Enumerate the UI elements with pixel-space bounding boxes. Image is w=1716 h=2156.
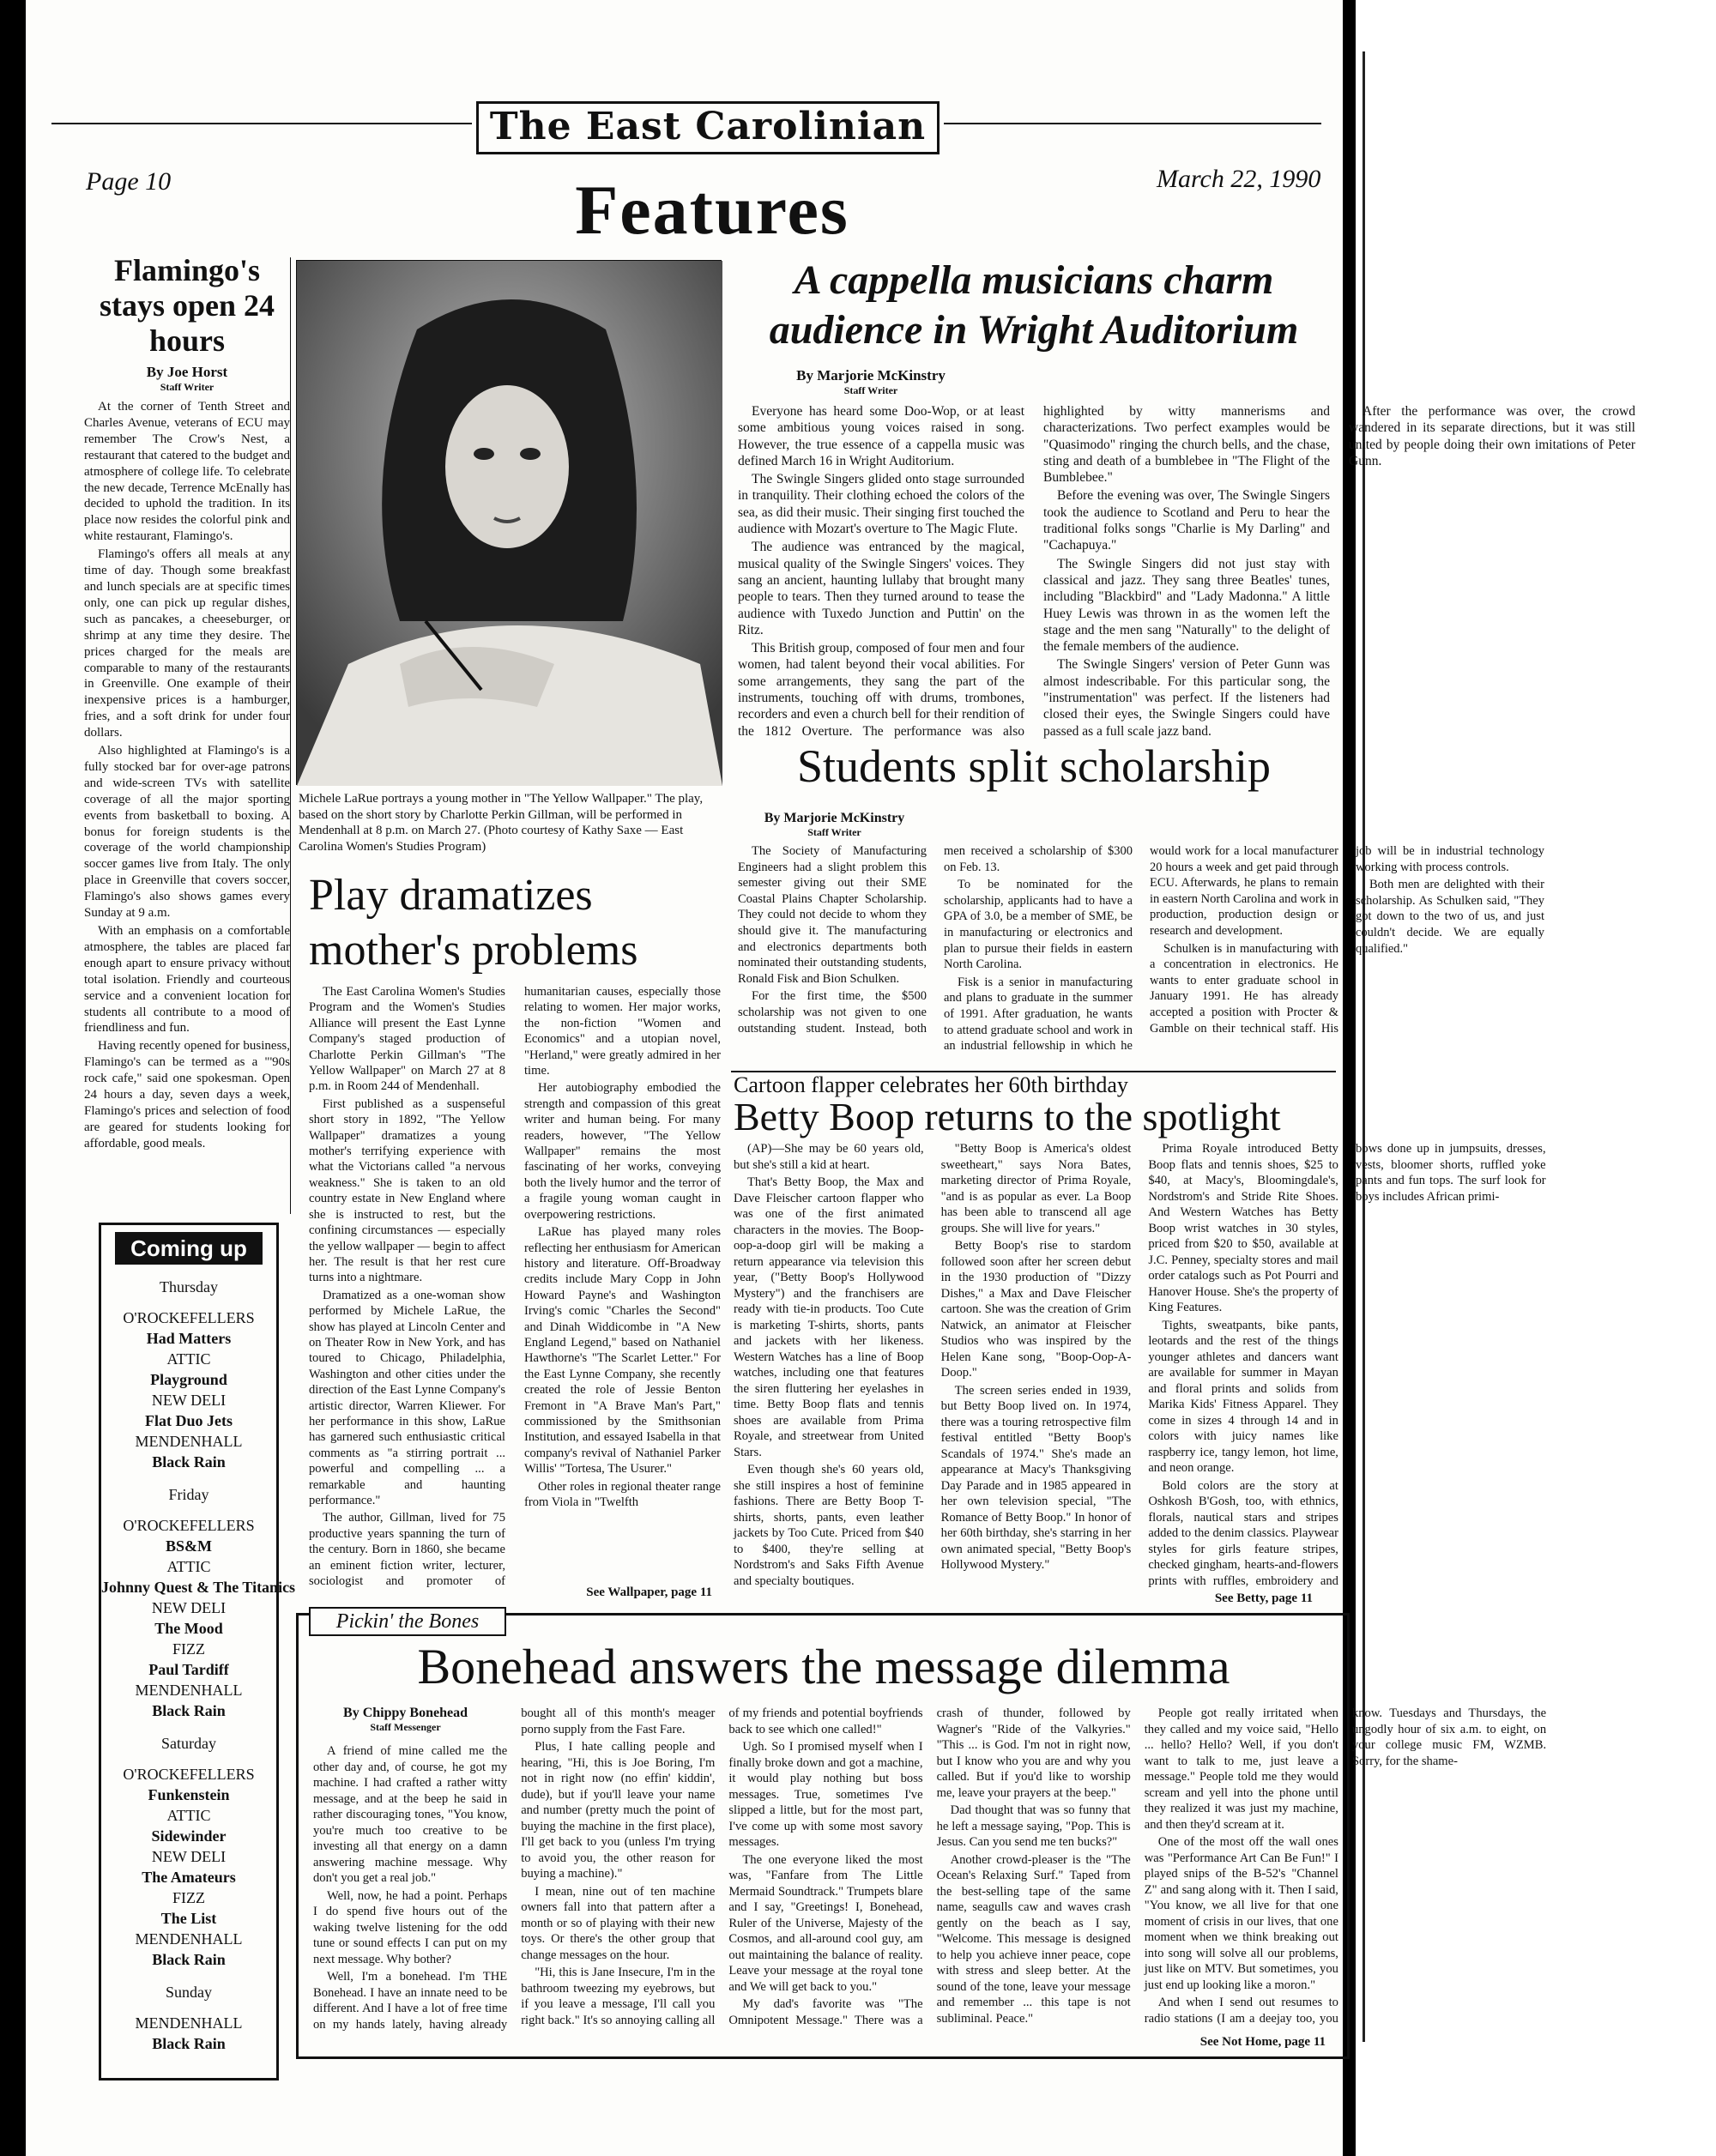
- coming-up-venue: MENDENHALL: [135, 1433, 243, 1450]
- bones-byline: By Chippy Bonehead: [343, 1706, 468, 1720]
- cappella-headline: A cappella musicians charm audience in Wright Auditorium: [769, 257, 1299, 353]
- paragraph: Betty Boop's rise to stardom followed soon after her screen debut in the 1930 production of "Dizzy Dishes," a Max and Dave Fleischer cartoon. She was the creation of Grim Natwick, an animator at Fleischer Studios who was inspired by the Helen Kane song, "Boop-Oop-A-Doop.": [940, 1239, 1132, 1380]
- paragraph: The one everyone liked the most was, "Fanfare from The Little Mermaid Soundtrack." Trumpets blare and I say, "Greetings! I, Bonehead, Ruler of the Universe, Majesty of the Cosmos, and all-around cool guy, am out maintaining the balance of reality. Leave your message at the royal tone and We will get back to you.": [728, 1852, 923, 1994]
- coming-up-venue: NEW DELI: [151, 1392, 227, 1409]
- flamingo-article: [84, 253, 290, 1154]
- coming-up-band: Funkenstein: [148, 1786, 230, 1803]
- paragraph: Schulken is in manufacturing with a concentration in electronics. He wants to enter graduate school in January 1991. He has already accepted a position with Procter & Gamble on their technical staff. His job will be in industrial technology working with process controls.: [1150, 844, 1544, 1036]
- coming-up-venue: MENDENHALL: [135, 1682, 243, 1699]
- coming-up-day: Friday: [168, 1486, 209, 1503]
- paragraph: One of the most off the wall ones was "Performance Art Can Be Fun!" I played snips of the B-52's "Channel Z" and sang along with it. Then I said, "You know, we all live for that one moment of crisis in our lives, that one moment when we think breaking out into song will solve all our problems, just like on MTV. But sometimes, you just end up looking like a moron.": [1144, 1835, 1338, 1992]
- paragraph: And when I send out resumes to radio stations (I am a deejay too, you know. Tuesdays and Thursdays, the ungodly hour of six a.m. to eight, on your college music FM, WZMB. Sorry, for the shame-: [1144, 1706, 1547, 2026]
- paragraph: Even though she's 60 years old, she still inspires a host of feminine fashions. There are Betty Boop T-shirts, shorts, pants, even leather jackets by Too Cute. Priced from $40 to $400, they're selling at Nordstrom's and Saks Fifth Avenue and specialty boutiques.: [734, 1463, 924, 1588]
- coming-up-day: Sunday: [166, 1984, 212, 2001]
- coming-up-band: Black Rain: [152, 1951, 226, 1968]
- cappella-byline-block: [738, 367, 1004, 397]
- coming-up-band: Had Matters: [146, 1330, 232, 1347]
- paragraph: To be nominated for the scholarship, applicants had to have a GPA of 3.0, be a member of SME, be in manufacturing or electronics and plan to pursue their fields in eastern North Carolina.: [944, 878, 1133, 972]
- cappella-role: Staff Writer: [843, 384, 898, 396]
- coming-up-venue: FIZZ: [172, 1889, 205, 1906]
- coming-up-venue: ATTIC: [166, 1350, 211, 1368]
- paragraph: That's Betty Boop, the Max and Dave Fleischer cartoon flapper who was one of the first animated characters in the movies. The Boop-oop-a-doop girl will be making a return appearance via television this year, ("Betty Boop's Hollywood Mystery") and the franchisers are ready with tie-in products. Too Cute is marketing T-shirts, shorts, pants and jackets with her likeness. Western Watches has a line of Boop watches, including one that features the siren fluttering her eyelashes in time. Betty Boop flats and tennis shoes are available from Prima Royale, and streetwear from United Stars.: [734, 1175, 924, 1459]
- paragraph: LaRue has played many roles reflecting her enthusiasm for American history and literature. Off-Broadway credits include Mary Copp in John Howard Payne's and Washington Irving's comic "Charles the Second" and Dinah Widdicombe in "A New England Legend," based on Nathaniel Hawthorne's "The Scarlet Letter." For the East Lynne Company, she recently created the role of Jessie Benton Fremont in "A Brave Man's Part," commissioned by the Smithsonian Institution, and essayed Isabella in that company's revival of Nathaniel Parker Willis' "Tortesa, The Usurer.": [524, 1225, 721, 1477]
- paragraph: Another crowd-pleaser is the "The Ocean's Relaxing Surf." Taped from the best-selling tape of the same name, seagulls caw and waves crash gently on the beach as I say, "Welcome. This message is designed to help you achieve inner peace, cope with stress and sleep better. At the sound of the tone, leave your message and remember ... this tape is not subliminal. Peace.": [936, 1852, 1131, 2026]
- paragraph: The Swingle Singers' version of Peter Gunn was almost indescribable. For this particular song, the "instrumentation" was perfect. If the listeners had closed their eyes, the Swingle Singers could have passed as a full scale jazz band.: [1043, 657, 1330, 739]
- play-photo: [296, 260, 722, 785]
- cappella-byline: By Marjorie McKinstry: [796, 367, 946, 383]
- paragraph: The Swingle Singers did not just stay with classical and jazz. They sang three Beatles' tunes, including "Blackbird" and "Lady Madonna." A little Huey Lewis was thrown in as the women left the stage and the men sang "Naturally" to the delight of the female members of the audience.: [1043, 556, 1330, 655]
- masthead-rule-left: [51, 123, 472, 124]
- bones-jump: See Not Home, page 11: [1199, 2035, 1326, 2049]
- paragraph: "Hi, this is Jane Insecure, I'm in the bathroom tweezing my eyebrows, but if you leave a message, I'll call you right back." It's so annoying calling all of my friends and potential boyfriends back to see which one called!": [521, 1706, 923, 2027]
- coming-up-box: [99, 1223, 296, 2081]
- coming-up-band: Black Rain: [152, 2035, 226, 2052]
- byline-spacer: [313, 1706, 507, 1743]
- coming-up-band: Paul Tardiff: [148, 1661, 229, 1678]
- coming-up-band: Playground: [150, 1371, 227, 1388]
- paragraph: A friend of mine called me the other day and, of course, he got my machine. I had crafted a rather witty message, and at the beep he said in rather discouraging tones, "You know, you're much too creative to be investing all that energy on a damn answering machine message. Why don't you get a real job.": [313, 1744, 508, 1885]
- masthead: The East Carolinian: [476, 101, 940, 154]
- coming-up-venue: O'ROCKEFELLERS: [123, 1309, 255, 1326]
- paragraph: Fisk is a senior in manufacturing and plans to graduate in the summer of 1991. After graduation, he wants to attend graduate school and work in an industrial fellowship in which he would work for a local manufacturer 20 hours a week and get paid through ECU. Afterwards, he plans to remain in eastern North Carolina and work in production, production design or research and development.: [944, 844, 1338, 1054]
- coming-up-venue: ATTIC: [166, 1558, 211, 1575]
- paragraph: First published as a suspenseful short story in 1892, "The Yellow Wallpaper" dramatizes a young mother's terrifying experience with what the Victorians called "a nervous weakness." She is taken to an old country estate in New England where she is instructed to rest, but the confining circumstances — especially the yellow wallpaper — begin to affect her. The result is that her rest cure turns into a nightmare.: [309, 1096, 505, 1285]
- coming-up-band: BS&M: [166, 1537, 212, 1555]
- coming-up-title: Coming up: [115, 1232, 263, 1265]
- section-title: Features: [575, 171, 849, 249]
- boop-headline: Betty Boop returns to the spotlight: [734, 1095, 1281, 1138]
- coming-up-listings: [101, 1277, 296, 2054]
- paragraph: Both men are delighted with their scholarship. As Schulken said, "They got down to the two of us, and just couldn't decide. We are equally qualified.": [1356, 878, 1544, 956]
- scholarship-body: [738, 843, 1544, 1068]
- coming-up-venue: FIZZ: [172, 1640, 205, 1658]
- paragraph: Ugh. So I promised myself when I finally broke down and got a machine, it would play nothing but boss messages. True, sometimes I've slipped a little, but for the most part, I've come up with some most savory messages.: [728, 1740, 923, 1849]
- coming-up-venue: NEW DELI: [151, 1599, 227, 1616]
- coming-up-band: Black Rain: [152, 1453, 226, 1471]
- paragraph: The Society of Manufacturing Engineers had a slight problem this semester giving out their SME Coastal Plains Chapter Scholarship. They could not decide to whom they should give it. The manufacturing and electronics departments both nominated their outstanding students, Ronald Fisk and Bion Schulken.: [738, 844, 927, 986]
- paragraph: Dad thought that was so funny that he left a message saying, "Pop. This is Jesus. Can you send me ten bucks?": [936, 1803, 1131, 1849]
- paragraph: The East Carolina Women's Studies Program and the Women's Studies Alliance will present the East Lynne Company's staged production of Charlotte Perkin Gillman's "The Yellow Wallpaper" on March 27 at 8 p.m. in Room 244 of Mendenhall.: [309, 985, 505, 1094]
- paragraph: Other roles in regional theater range from Viola in "Twelfth: [524, 1479, 721, 1509]
- cappella-body: [738, 403, 1635, 742]
- photo-caption: Michele LaRue portrays a young mother in "The Yellow Wallpaper." The play, based on the short story by Charlotte Perkin Gillman, will be performed in Mendenhall at 8 p.m. on March 27. (Photo courtesy of Kathy Saxe — East Carolina Women's Studies Program): [299, 792, 704, 854]
- paragraph: The audience was entranced by the magical, musical quality of the Swingle Singers' voices. They sang an ancient, haunting lullaby that brought many people to tears. Then they turned around to tease the audience with Tuxedo Junction and Puttin' on the Ritz.: [738, 540, 1024, 637]
- paragraph: With an emphasis on a comfortable atmosphere, the tables are placed far enough apart to ensure privacy without total isolation. Friendly and courteous service and a convenient location for students all contribute to a mood of friendliness and fun.: [84, 924, 290, 1036]
- scholarship-byline-block: [738, 811, 931, 839]
- paragraph: My dad's favorite was "The Omnipotent Message." There was a crash of thunder, followed by Wagner's "Ride of the Valkyries." "This ... is God. I'm not in right now, but I know who you are and why you called. But if you'd like to worship me, leave your prayers at the beep.": [728, 1706, 1131, 2027]
- paragraph: The screen series ended in 1939, but Betty Boop lived on. In 1974, there was a touring retrospective film festival entitled "Betty Boop's Scandals of 1974." She's made an appearance at Macy's Thanksgiving Day Parade and in 1985 appeared in her own television special, "The Romance of Betty Boop." In honor of her 60th birthday, she's starring in her own animated special, "Betty Boop's Hollywood Mystery.": [940, 1383, 1132, 1572]
- play-jump: See Wallpaper, page 11: [586, 1585, 712, 1599]
- coming-up-day: Thursday: [160, 1278, 218, 1295]
- paragraph: Having recently opened for business, Flamingo's can be termed as a "'90s rock cafe," said one spokesman. Open 24 hours a day, seven days a week, Flamingo's prices and selection of food are geared for students looking for affordable, good meals.: [84, 1039, 290, 1150]
- issue-date: March 22, 1990: [1157, 165, 1321, 193]
- coming-up-venue: NEW DELI: [151, 1848, 227, 1865]
- coming-up-venue: MENDENHALL: [135, 1930, 243, 1948]
- boop-jump: See Betty, page 11: [1214, 1591, 1313, 1605]
- coming-up-band: Johnny Quest & The Titanics: [101, 1579, 296, 1596]
- paragraph: Everyone has heard some Doo-Wop, or at least some ambitious young voices raised in song. However, the true essence of a cappella music was defined March 16 in Wright Auditorium.: [738, 404, 1024, 468]
- coming-up-day: Saturday: [161, 1735, 216, 1752]
- coming-up-band: The Mood: [154, 1620, 223, 1637]
- bones-column-label: Pickin' the Bones: [309, 1607, 506, 1636]
- play-body: [309, 984, 721, 1600]
- paragraph: Well, now, he had a point. Perhaps I do spend five hours out of the waking twelve listening for the odd tune or sound effects I can put on my next message. Why bother?: [313, 1888, 508, 1966]
- boop-body: [734, 1141, 1546, 1596]
- newspaper-page: [26, 0, 1635, 2156]
- paragraph: People got really irritated when they called and my voice said, "Hello ... hello? Hello? Well, if you don't want to talk to me, just leave a message." People told me they would scream and yell into the phone until they realized it was just my machine, and then they'd scream at it.: [1144, 1706, 1338, 1832]
- paragraph: Plus, I hate calling people and hearing, "Hi, this is Joe Boring, I'm not in right now (no effin' kiddin', dude), but if you'll leave your name and number (pretty much the point of buying the machine in the first place), I'll get back to you (unless I'm trying to avoid you, the other reason for buying a machine).": [521, 1740, 716, 1881]
- paragraph: Also highlighted at Flamingo's is a fully stocked bar for over-age patrons and wide-screen TVs with satellite coverage of all the major sporting events from basketball to boxing. A bonus for foreign students is the coverage of the world championship soccer games live from Italy. The only place in Greenville that covers soccer, Flamingo's also shows games every Sunday at 9 a.m.: [84, 744, 290, 921]
- scholarship-role: Staff Writer: [807, 826, 861, 838]
- flamingo-headline: Flamingo's stays open 24 hours: [99, 253, 275, 358]
- coming-up-venue: ATTIC: [166, 1807, 211, 1824]
- scholarship-byline: By Marjorie McKinstry: [764, 811, 905, 825]
- paragraph: "Betty Boop is America's oldest sweetheart," says Nora Bates, marketing director of Prima Royale, "and is as popular as ever. La Boop has been able to transcend all age groups. She will live for years.": [940, 1142, 1132, 1235]
- paragraph: For the first time, the $500 scholarship was not given to one outstanding student. Instead, both men received a scholarship of $300 on Feb. 13.: [738, 844, 1133, 1036]
- coming-up-band: Sidewinder: [151, 1827, 227, 1845]
- paragraph: Bold colors are the story at Oshkosh B'Gosh, too, with ethnics, florals, nautical stars and stripes added to the denim classics. Playwear styles for girls feature stripes, checked gingham, hearts-and-flowers prints with ruffles, embroidery and bows done up in jumpsuits, dresses, vests, bloomer shorts, ruffled yoke pants and fun tops. The surf look for boys includes African primi-: [1148, 1142, 1546, 1588]
- woman-writing-photo: [297, 261, 722, 786]
- coming-up-band: Black Rain: [152, 1702, 226, 1719]
- paragraph: Prima Royale introduced Betty Boop flats and tennis shoes, $25 to $40, at Macy's, Bloomingdale's, Nordstrom's and Stride Rite Shoes. And Western Watches has Betty Boop wrist watches in 30 styles, priced from $20 to $50, available at J.C. Penney, specialty stores and mail order catalogs such as Pot Pourri and Hanover House. She's the property of King Features.: [1148, 1142, 1338, 1314]
- coming-up-venue: O'ROCKEFELLERS: [123, 1766, 255, 1783]
- bones-headline: Bonehead answers the message dilemma: [417, 1639, 1230, 1694]
- coming-up-venue: MENDENHALL: [135, 2014, 243, 2032]
- paragraph: The Swingle Singers glided onto stage surrounded in tranquility. Their clothing echoed the colors of the sea, as did their music. Their singing first touched the audience with Mozart's overture to The Magic Flute.: [738, 472, 1024, 537]
- paragraph: Flamingo's offers all meals at any time of day. Though some breakfast and lunch specials are at specific times only, one can pick up regular dishes, such as pancakes, a cheeseburger, or shrimp at any time they desire. The prices charged for the meals are comparable to many of the restaurants in Greenville. One example of their inexpensive prices is a hamburger, fries, and a soft drink for under four dollars.: [84, 547, 290, 740]
- flamingo-byline: By Joe Horst: [146, 364, 228, 380]
- coming-up-venue: O'ROCKEFELLERS: [123, 1517, 255, 1534]
- masthead-rule-right: [944, 123, 1321, 124]
- flamingo-body: [84, 399, 290, 1152]
- paragraph: After the performance was over, the crowd wandered in its separate directions, but it was still united by people doing their own imitations of Peter Gunn.: [1349, 404, 1635, 468]
- bones-text-area: [313, 1706, 1547, 2053]
- column-rule: [290, 257, 291, 1214]
- paragraph: Well, I'm a bonehead. I'm THE Bonehead. I have an innate need to be different. And I have a lot of free time on my hands lately, having already bought all of this month's meager porno supply from the Fast Fare.: [313, 1706, 716, 2032]
- bones-body: [313, 1706, 1547, 2040]
- paragraph: This British group, composed of four men and four women, had talent beyond their vocal abilities. For some arrangements, they sang the part of the instruments, touching off with drums, trombones, recorders and even a church bell for their rendition of the 1812 Overture. The performance was also highlighted by witty mannerisms and characterizations. Two perfect examples would be "Quasimodo" ringing the church bells, and the chase, sting and death of a bumblebee in "The Flight of the Bumblebee.": [738, 404, 1330, 739]
- boop-kicker: Cartoon flapper celebrates her 60th birthday: [734, 1072, 1128, 1097]
- play-headline: Play dramatizes mother's problems: [309, 871, 638, 975]
- facing-page-edge: [1356, 0, 1716, 2156]
- coming-up-band: The Amateurs: [142, 1869, 236, 1886]
- flamingo-role: Staff Writer: [160, 381, 214, 393]
- page-number: Page 10: [86, 167, 172, 196]
- paragraph: Her autobiography embodied the strength and compassion of this great writer and human being. For many readers, however, "The Yellow Wallpaper" remains the most fascinating of her works, conveying both the lively humor and the terror of a fragile young woman caught in overpowering restrictions.: [524, 1081, 721, 1222]
- paragraph: Before the evening was over, The Swingle Singers took the audience to Scotland and Peru to hear the traditional folks songs "Charlie is My Darling" and "Cachapuya.": [1043, 488, 1330, 553]
- paragraph: Dramatized as a one-woman show performed by Michele LaRue, the show has played at Lincoln Center and on Theater Row in New York, and has toured to Chicago, Philadelphia, Washington and other cities under the direction of the East Lynne Company's artistic director, Warren Kliewer. For her performance in this show, LaRue has garnered such enthusiastic critical comments as "a stirring portrait ... powerful and compelling ... a remarkable and haunting performance.": [309, 1288, 505, 1507]
- paragraph: At the corner of Tenth Street and Charles Avenue, veterans of ECU may remember The Crow's Nest, a restaurant that catered to the budget and atmosphere of college life. To celebrate the new decade, Terrence McEnally has decided to uphold the tradition. In its place now resides the colorful pink and white restaurant, Flamingo's.: [84, 400, 290, 544]
- scholarship-headline: Students split scholarship: [797, 740, 1271, 792]
- paragraph: The author, Gillman, lived for 75 productive years spanning the turn of the century. Born in 1860, she became an eminent fiction writer, lecturer, sociologist and promoter of humanitarian causes, especially those relating to women. Her major works, the non-fiction "Women and Economics" and a utopian novel, "Herland," were greatly admired in her time.: [309, 985, 721, 1589]
- paragraph: I mean, nine out of ten machine owners fall into that pattern after a month or so of playing with their new toys. Or there's the other group that change messages on the hour.: [521, 1884, 716, 1962]
- paragraph: (AP)—She may be 60 years old, but she's still a kid at heart.: [734, 1142, 924, 1172]
- coming-up-band: The List: [160, 1910, 217, 1927]
- paragraph: Tights, sweatpants, bike pants, leotards and the rest of the things younger athletes and dancers want are available for summer in Mayan and floral prints and solids from Marika Kids' Fitness Apparel. They come in sizes 4 through 14 and in colors with juicy names like raspberry ice, tangy lemon, hot lime, and neon orange.: [1148, 1318, 1338, 1475]
- bones-role: Staff Messenger: [370, 1721, 441, 1733]
- coming-up-band: Flat Duo Jets: [145, 1412, 233, 1429]
